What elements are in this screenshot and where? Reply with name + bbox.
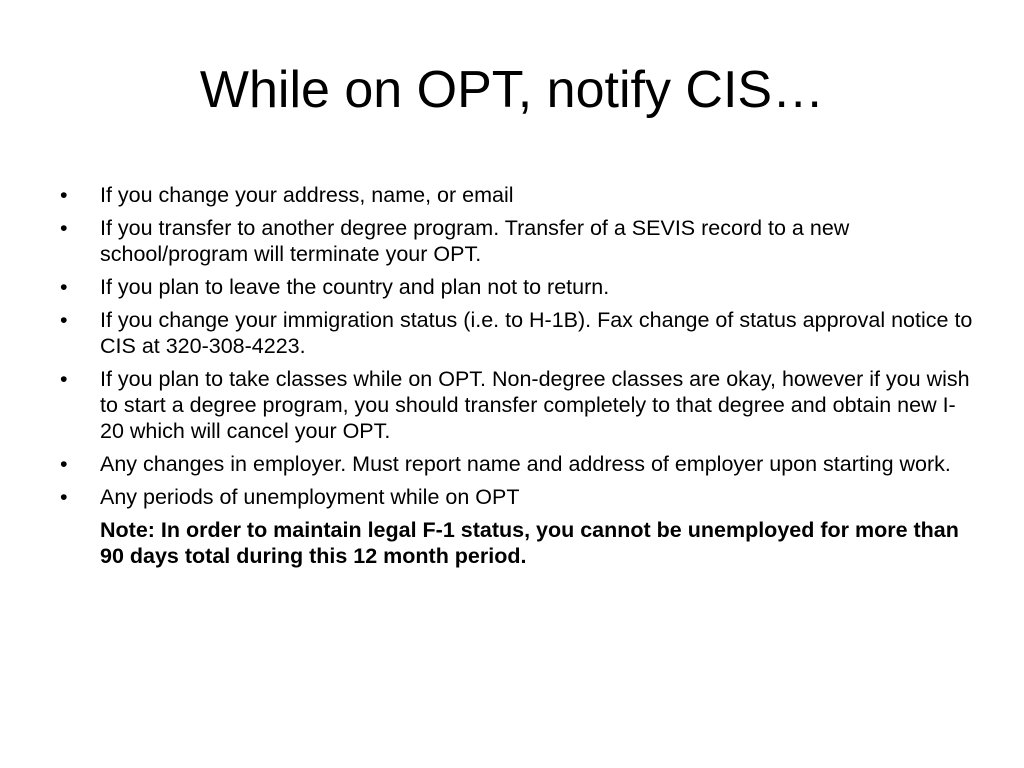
bullet-marker: •: [60, 485, 68, 509]
bullet-marker: •: [60, 216, 68, 240]
bullet-item-immigration-status: [58, 307, 978, 359]
bullet-list: [58, 182, 978, 569]
bullet-text: Any periods of unemployment while on OPT: [100, 485, 520, 509]
bullet-text: If you transfer to another degree program. Transfer of a SEVIS record to a new school/program will terminate your OPT.: [100, 216, 850, 266]
bullet-item-employer: [58, 451, 978, 477]
bullet-text: Any changes in employer. Must report name and address of employer upon starting work.: [100, 452, 951, 476]
bullet-item-classes: [58, 366, 978, 444]
bullet-marker: •: [60, 275, 68, 299]
bullet-marker: •: [60, 367, 68, 391]
note-text: Note: In order to maintain legal F-1 status, you cannot be unemployed for more than 90 days total during this 12 month period.: [100, 518, 959, 568]
bullet-item-address: [58, 182, 978, 208]
bullet-marker: •: [60, 183, 68, 207]
bullet-marker: •: [60, 452, 68, 476]
bullet-item-unemployment: [58, 484, 978, 510]
bullet-text: If you change your address, name, or email: [100, 183, 514, 207]
bullet-text: If you change your immigration status (i.e. to H-1B). Fax change of status approval notice to CIS at 320-308-4223.: [100, 308, 973, 358]
bullet-text: If you plan to leave the country and plan not to return.: [100, 275, 610, 299]
bullet-item-leave-country: [58, 274, 978, 300]
bullet-item-transfer: [58, 215, 978, 267]
bullet-marker: •: [60, 308, 68, 332]
slide-title: While on OPT, notify CIS…: [199, 61, 825, 119]
bullet-text: If you plan to take classes while on OPT. Non-degree classes are okay, however if you wish to start a degree program, you should transfer completely to that degree and obtain new I-20 which will cancel your OPT.: [100, 367, 970, 443]
